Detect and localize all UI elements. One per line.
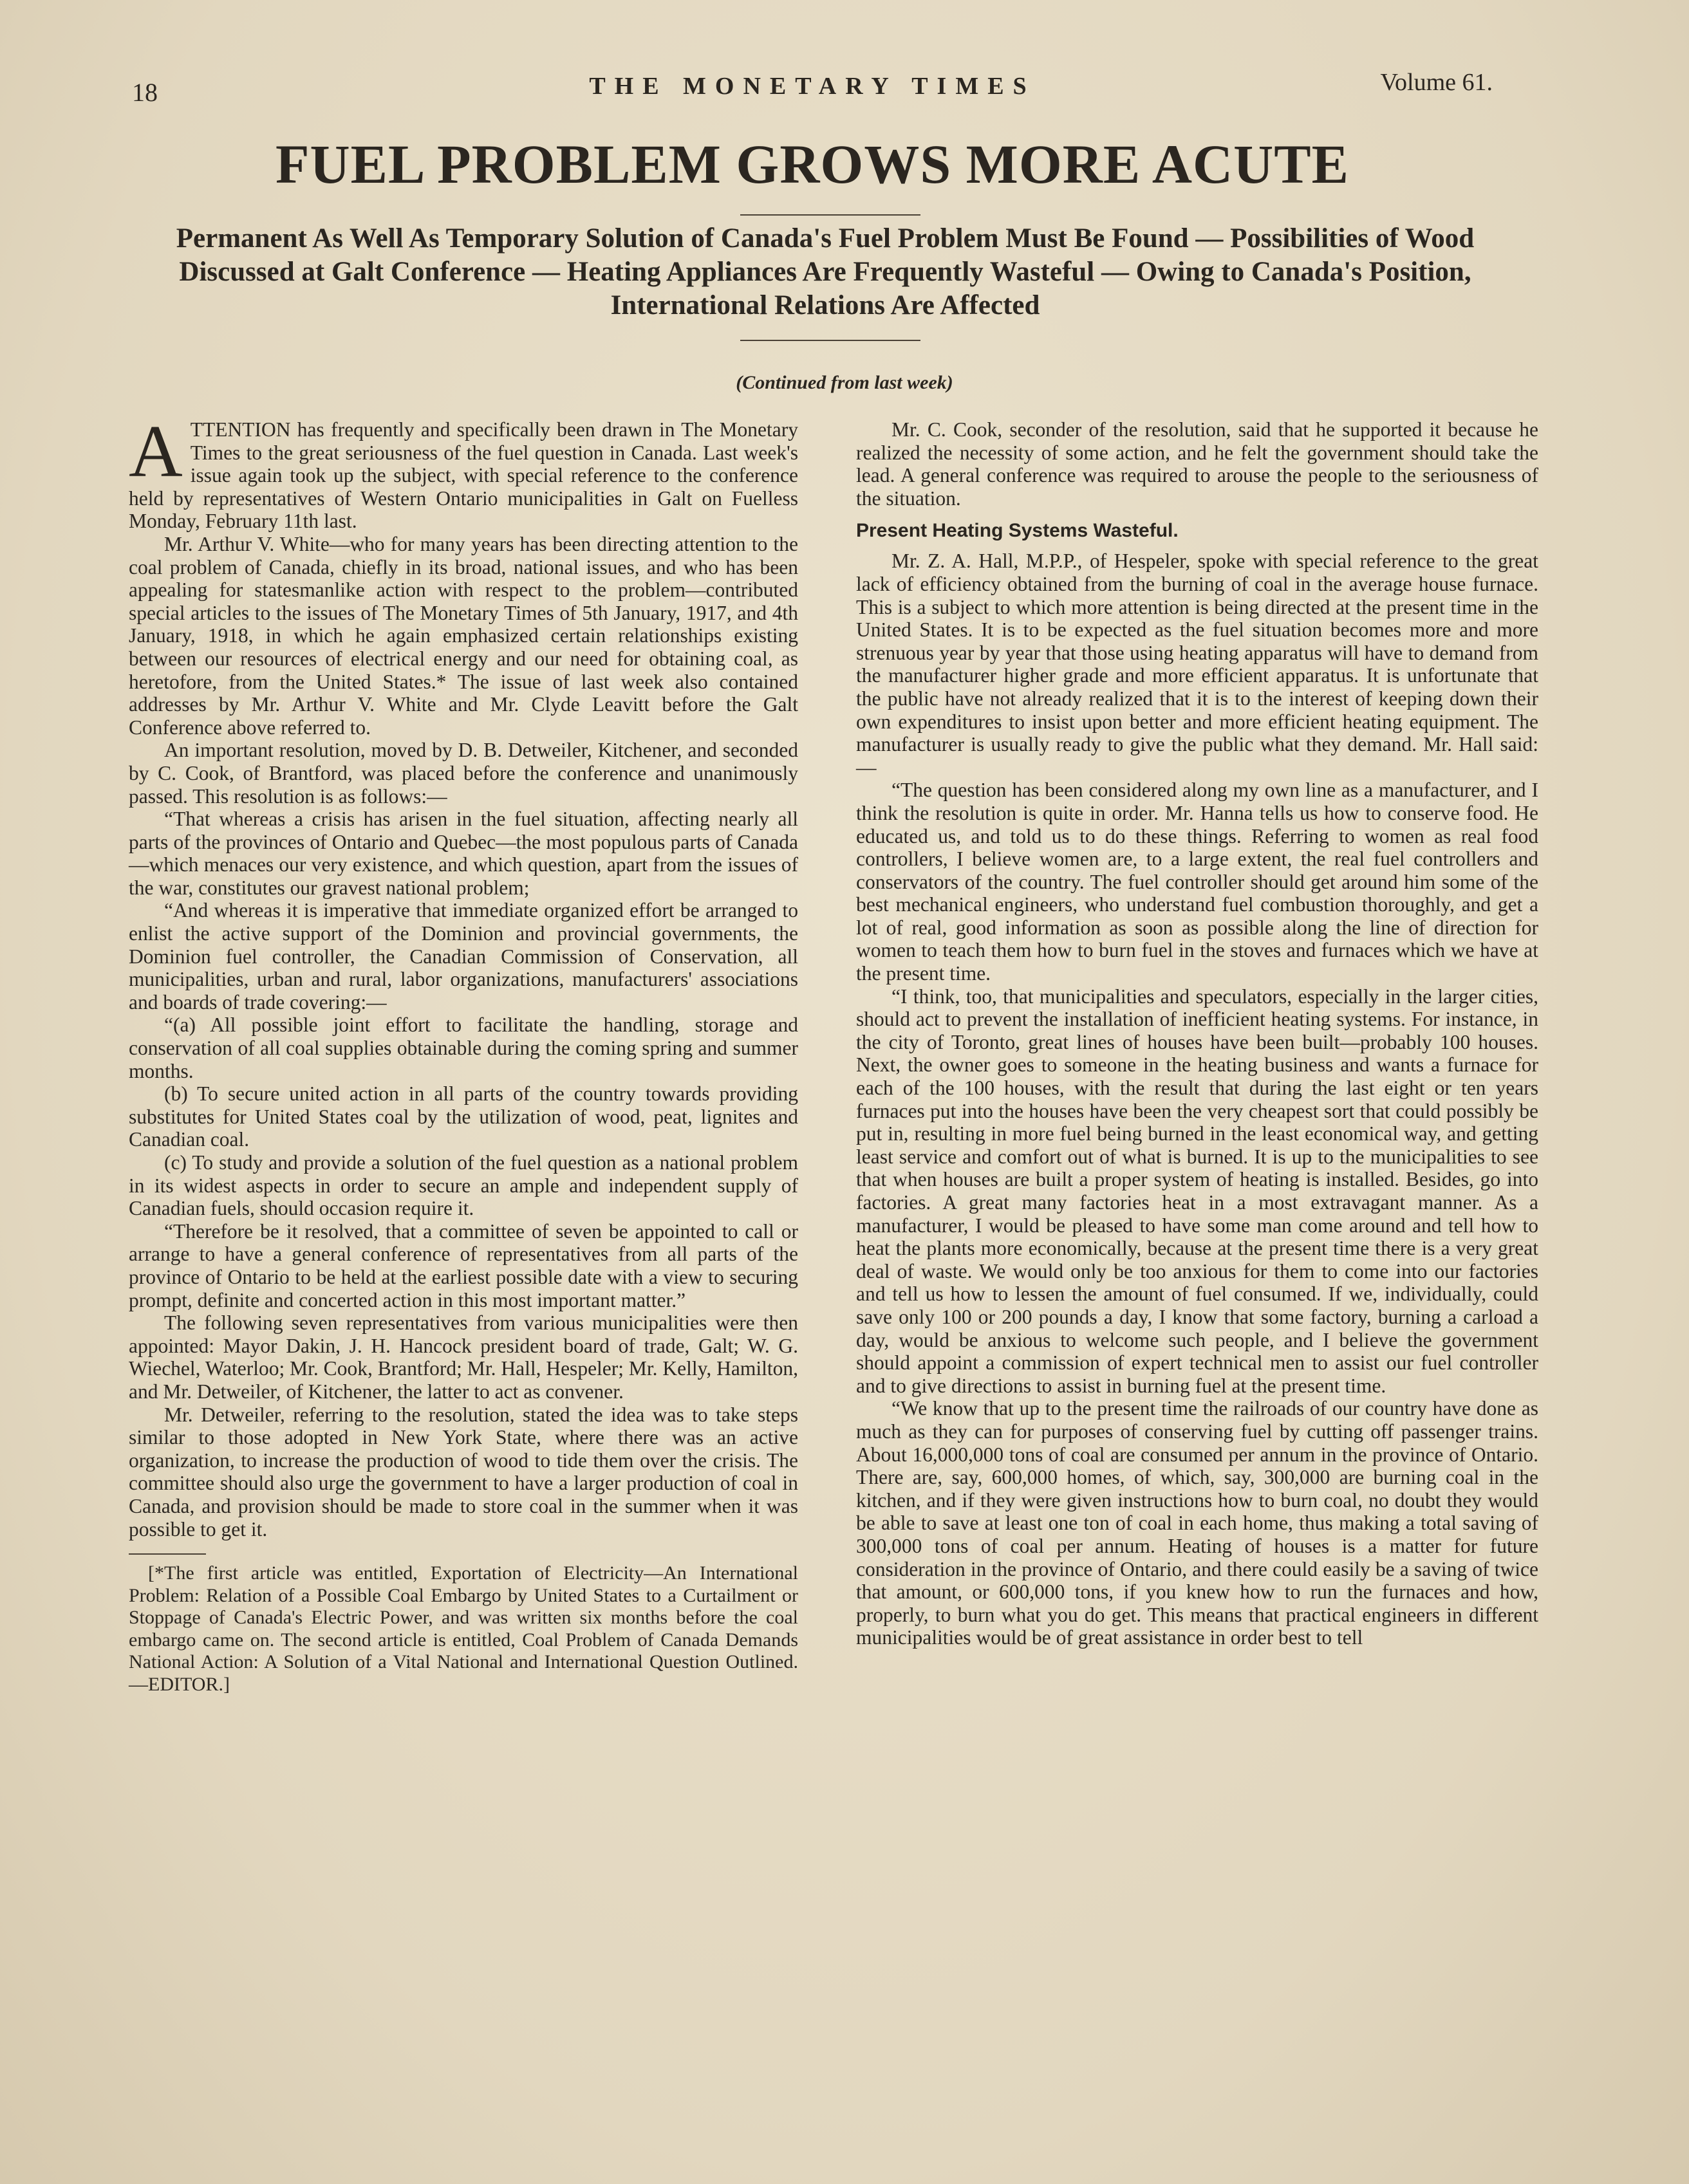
continued-note: (Continued from last week)	[736, 372, 953, 393]
left-column	[129, 411, 798, 1696]
right-column	[856, 418, 1538, 1649]
headline-rule	[740, 214, 920, 216]
resolution-paragraph: (b) To secure united action in all parts of the country towards providing substitutes for United States coal by the utilization of wood, peat, lignites and Canadian coal.	[129, 1082, 798, 1151]
resolution-paragraph: “And whereas it is imperative that immediate organized effort be arranged to enlist the active support of the Dominion and provincial governments, the Dominion fuel controller, the Canadian Commission of Conservation, all municipalities, urban and rural, labor organizations, manufacturers' associations and boards of trade covering:—	[129, 899, 798, 1013]
resolution-paragraph: “(a) All possible joint effort to facilitate the handling, storage and conservation of all coal supplies obtainable during the coming spring and summer months.	[129, 1013, 798, 1082]
page-number: 18	[132, 78, 158, 107]
body-paragraph: Mr. C. Cook, seconder of the resolution, said that he supported it because he realized the necessity of some action, and he felt the government should take the lead. A general conference was required to arouse the people to the seriousness of the situation.	[856, 418, 1538, 510]
resolution-paragraph: “Therefore be it resolved, that a committee of seven be appointed to call or arrange to have a general conference of representatives from all parts of the province of Ontario to be held at the earliest possible date with a view to securing prompt, definite and concerted action in this most important matter.”	[129, 1219, 798, 1311]
running-header	[132, 64, 1493, 107]
quote-paragraph: “We know that up to the present time the railroads of our country have done as much as they can for purposes of conserving fuel by cutting off passenger trains. About 16,000,000 tons of coal are consumed per annum in the province of Ontario. There are, say, 600,000 homes, of which, say, 300,000 are burning coal in the kitchen, and if they were given instructions how to burn coal, no doubt they would be able to save at least one ton of coal in each home, thus making a total saving of 300,000 tons of coal per annum. Heating of houses is a matter for future consideration in the province of Ontario, and there could easily be a saving of twice that amount, or 600,000 tons, if you knew how to run the furnaces and how, properly, to burn what you do get. This means that practical engineers in different municipalities would be of great assistance in order best to tell	[856, 1397, 1538, 1649]
lead-paragraph: ATTENTION has frequently and specifically been drawn in The Monetary Times to the great seriousness of the fuel question in Canada. Last week's issue again took up the subject, with special reference to the conference held by representatives of Western Ontario municipalities in Galt on Fuelless Monday, February 11th last.	[129, 411, 798, 533]
body-paragraph: The following seven representatives from various municipalities were then appointed: Mayor Dakin, J. H. Hancock president board of trade, Galt; W. G. Wiechel, Waterloo; Mr. Cook, Brantford; Mr. Hall, Hespeler; Mr. Kelly, Hamilton, and Mr. Detweiler, of Kitchener, the latter to act as convener.	[129, 1311, 798, 1403]
body-paragraph: Mr. Z. A. Hall, M.P.P., of Hespeler, spoke with special reference to the great lack of efficiency obtained from the burning of coal in the average house furnace. This is a subject to which more attention is being directed at the present time in the United States. It is to be expected as the fuel situation becomes more and more strenuous year by year that those using heating apparatus will have to demand from the manufacturer higher grade and more efficient apparatus. It is unfortunate that the public have not already realized that it is to the interest of keeping down their own expenditures to insist upon better and more efficient heating equipment. The manufacturer is usually ready to give the public what they demand. Mr. Hall said:—	[856, 550, 1538, 779]
body-paragraph: An important resolution, moved by D. B. Detweiler, Kitchener, and seconded by C. Cook, of Brantford, was placed before the conference and unanimously passed. This resolution is as follows:—	[129, 739, 798, 808]
body-paragraph: Mr. Detweiler, referring to the resolution, stated the idea was to take steps similar to those adopted in New York State, where there was an active organization, to increase the production of wood to tide them over the crisis. The committee should also urge the government to have a larger production of coal in Canada, and provision should be made to store coal in the summer when it was possible to get it.	[129, 1403, 798, 1541]
resolution-paragraph: (c) To study and provide a solution of the fuel question as a national problem in its widest aspects in order to secure an ample and independent supply of Canadian fuels, should occasion require it.	[129, 1151, 798, 1220]
publication-title: THE MONETARY TIMES	[589, 73, 1036, 100]
volume-label: Volume 61.	[1380, 69, 1493, 96]
footnote-rule	[129, 1553, 206, 1555]
body-paragraph: Mr. Arthur V. White—who for many years has been directing attention to the coal problem of Canada, chiefly in its broad, national issues, and who has been appealing for statesmanlike action with respect to the problem—contributed special articles to the issues of The Monetary Times of 5th January, 1917, and 4th January, 1918, in which he again emphasized certain relationships existing between our resources of electrical energy and our need for obtaining coal, as heretofore, from the United States.* The issue of last week also contained addresses by Mr. Arthur V. White and Mr. Clyde Leavitt before the Galt Conference above referred to.	[129, 532, 798, 739]
article-subhead: Permanent As Well As Temporary Solution of Canada's Fuel Problem Must Be Found — Possibilities of Wood Discussed at Galt Conference — Heating Appliances Are Frequently Wasteful — Owing to Canada's Position, International Relations Are Affected	[176, 223, 1475, 320]
subhead-rule	[740, 340, 920, 341]
drop-cap: A	[129, 411, 183, 493]
quote-paragraph: “I think, too, that municipalities and speculators, especially in the larger cities, should act to prevent the installation of inefficient heating systems. For instance, in the city of Toronto, great lines of houses have been built—probably 100 houses. Next, the owner goes to someone in the heating business and wants a furnace for each of the 100 houses, with the result that during the last eight or ten years furnaces put into the houses have been the very cheapest sort that could possibly be put in, resulting in more fuel being burned in the least economical way, and getting least service and comfort out of what is burned. It is up to the municipalities to see that when houses are built a proper system of heating is installed. Besides, go into factories. A great many factories heat in a most extravagant manner. As a manufacturer, I would be pleased to have some man come around and tell how to heat the plants more economically, because at the present time there is a very great deal of waste. We would only be too anxious for them to come into our factories and tell us how to lessen the amount of fuel consumed. If we, individually, could save only 100 or 200 pounds a day, I know that some factory, burning a carload a day, would be anxious to welcome such people, and I believe the government should appoint a commission of expert technical men to assist our fuel controller and to give directions to assist in burning fuel at the present time.	[856, 985, 1538, 1397]
quote-paragraph: “The question has been considered along my own line as a manufacturer, and I think the resolution is quite in order. Mr. Hanna tells us how to conserve food. He educated us, and told us to do these things. Referring to women as real food controllers, I believe women are, to a large extent, the real fuel controllers and conservators of the country. The fuel controller should get around him some of the best mechanical engineers, who understand fuel combustion thoroughly, and get a lot of real, good information as soon as possible along the line of direction for women to teach them how to burn fuel in the stoves and furnaces which we have at the present time.	[856, 779, 1538, 985]
editor-footnote: [*The first article was entitled, Exportation of Electricity—An International Problem: Relation of a Possible Coal Embargo by United States to a Curtailment or Stoppage of Canada's Electric Power, and was written six months before the coal embargo came on. The second article is entitled, Coal Problem of Canada Demands National Action: A Solution of a Vital National and International Question Outlined.—EDITOR.]	[129, 1562, 798, 1695]
article-headline: FUEL PROBLEM GROWS MORE ACUTE	[275, 133, 1349, 195]
resolution-paragraph: “That whereas a crisis has arisen in the fuel situation, affecting nearly all parts of the provinces of Ontario and Quebec—the most populous parts of Canada—which menaces our very existence, and which question, apart from the issues of the war, constitutes our gravest national problem;	[129, 808, 798, 899]
section-heading: Present Heating Systems Wasteful.	[856, 520, 1179, 542]
